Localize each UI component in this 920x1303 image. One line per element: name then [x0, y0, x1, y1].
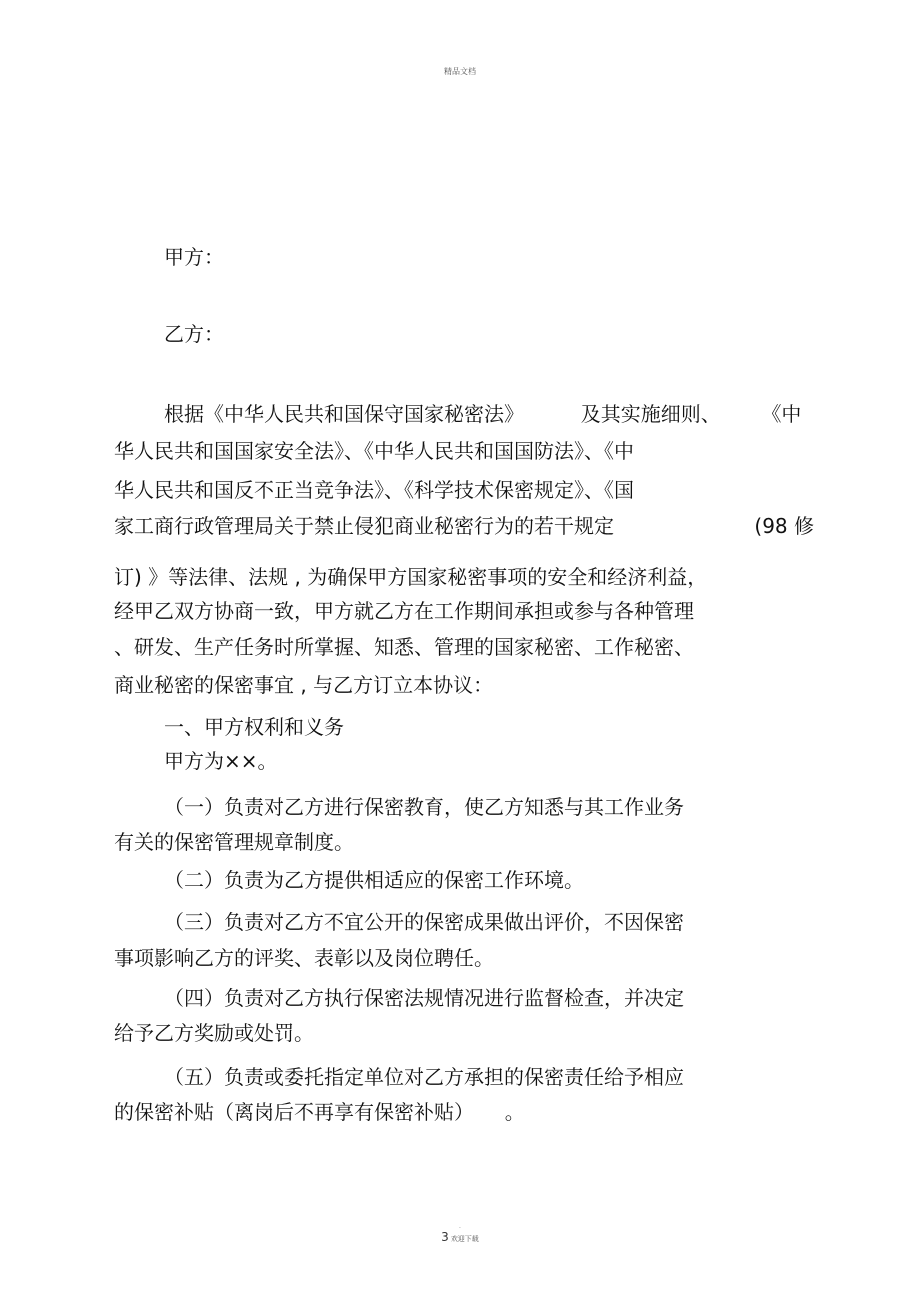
preamble-line-1-mid: 及其实施细则、	[580, 402, 721, 426]
preamble-line-2: 华人民共和国国家安全法》、《中华人民共和国国防法》、《中	[114, 439, 634, 463]
preamble-line-5: 订) 》等法律、法规 , 为确保甲方国家秘密事项的安全和经济利益，	[114, 565, 708, 589]
preamble-line-3: 华人民共和国反不正当竞争法》、《科学技术保密规定》、《国	[114, 478, 634, 502]
preamble-line-4-right: (98 修	[754, 514, 814, 538]
header-note: 精品文档	[444, 67, 476, 76]
item-5-line-2-end: 。	[504, 1100, 525, 1124]
item-2-line-1: （二）负责为乙方提供相适应的保密工作环境。	[164, 868, 584, 892]
party-b-label: 乙方：	[164, 322, 224, 346]
item-1-line-2: 有关的保密管理规章制度。	[114, 830, 354, 854]
footer-dot: .	[459, 1223, 461, 1230]
preamble-line-6: 经甲乙双方协商一致，甲方就乙方在工作期间承担或参与各种管理	[114, 599, 694, 623]
preamble-line-7: 、研发、生产任务时所掌握、知悉、管理的国家秘密、工作秘密、	[114, 635, 694, 659]
item-5-line-2-text: 的保密补贴（离岗后不再享有保密补贴）	[114, 1100, 474, 1124]
preamble-line-4-left: 家工商行政管理局关于禁止侵犯商业秘密行为的若干规定	[114, 514, 614, 538]
page-number: 3	[441, 1230, 449, 1244]
item-4-line-1: （四）负责对乙方执行保密法规情况进行监督检查，并决定	[164, 986, 684, 1010]
preamble-line-8: 商业秘密的保密事宜 , 与乙方订立本协议：	[114, 673, 494, 697]
item-5-line-2	[114, 1100, 525, 1124]
item-1-line-1: （一）负责对乙方进行保密教育，使乙方知悉与其工作业务	[164, 795, 684, 819]
item-5-line-1: （五）负责或委托指定单位对乙方承担的保密责任给予相应	[164, 1065, 684, 1089]
item-4-line-2: 给予乙方奖励或处罚。	[114, 1021, 314, 1045]
preamble-line-1-right: 《中	[761, 402, 802, 426]
page-footer	[0, 1224, 920, 1244]
section-1-title: 一、甲方权利和义务	[164, 715, 344, 739]
preamble-line-1	[164, 402, 801, 426]
item-3-line-2: 事项影响乙方的评奖、表彰以及岗位聘任。	[114, 946, 494, 970]
section-1-intro: 甲方为××。	[164, 749, 278, 773]
download-note: 欢迎下载	[450, 1235, 479, 1243]
preamble-line-1-left: 根据《中华人民共和国保守国家秘密法》	[164, 402, 524, 426]
party-a-label: 甲方：	[164, 245, 224, 269]
item-3-line-1: （三）负责对乙方不宜公开的保密成果做出评价，不因保密	[164, 910, 684, 934]
preamble-line-4	[114, 514, 814, 538]
